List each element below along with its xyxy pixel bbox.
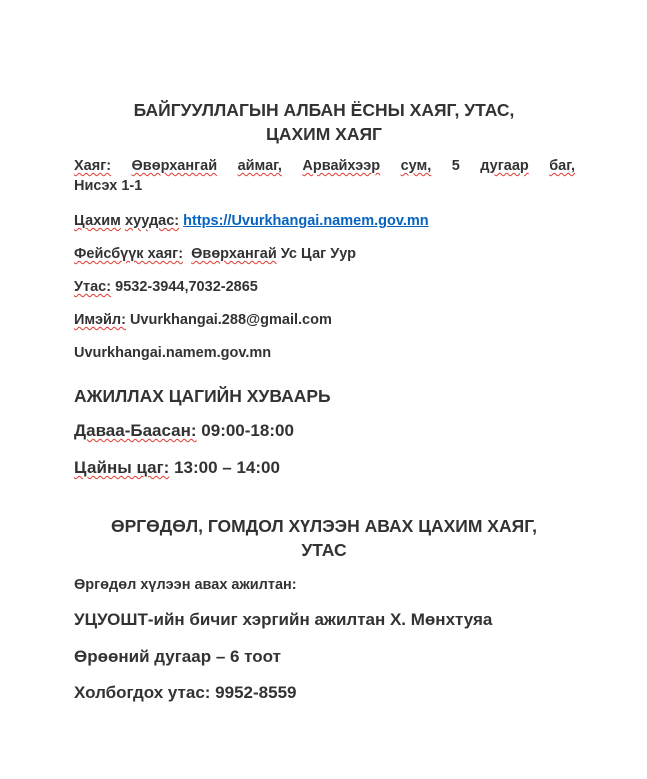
weekdays-row xyxy=(74,422,294,440)
weekdays-hours: 09:00-18:00 xyxy=(201,421,294,440)
work-schedule-title: АЖИЛЛАХ ЦАГИЙН ХУВААРЬ xyxy=(74,386,331,406)
org-contact-title xyxy=(74,98,574,146)
email-label: Имэйл: xyxy=(74,312,126,328)
complaints-room: Өрөөний дугаар – 6 тоот xyxy=(74,647,281,666)
weekdays-label: Даваа-Баасан: xyxy=(74,421,197,440)
website-label-word2: хуудас: xyxy=(124,213,180,229)
address-word: аймаг, xyxy=(237,158,282,174)
complaints-staff-label: Өргөдөл хүлээн авах ажилтан: xyxy=(74,577,297,593)
org-contact-title-line1: БАЙГУУЛЛАГЫН АЛБАН ЁСНЫ ХАЯГ, УТАС, xyxy=(133,100,515,120)
org-contact-title-line2: ЦАХИМ ХАЯГ xyxy=(266,124,382,144)
email-value: Uvurkhangai.288@gmail.com xyxy=(129,312,332,328)
phone-row xyxy=(74,278,258,296)
address-word: сум, xyxy=(400,158,432,174)
facebook-name-word: Өвөрхангай xyxy=(191,246,277,262)
address-word: дугаар xyxy=(480,158,529,174)
website-link[interactable]: https://Uvurkhangai.namem.gov.mn xyxy=(183,213,429,229)
lunch-row xyxy=(74,459,280,477)
complaints-staff-name: УЦУОШТ-ийн бичиг хэргийн ажилтан Х. Мөнхтуяа xyxy=(74,610,493,629)
website-row xyxy=(74,212,429,230)
phone-value: 9532-3944,7032-2865 xyxy=(115,279,258,295)
address-line2: Нисэх 1-1 xyxy=(74,178,143,194)
address-word: баг, xyxy=(549,158,576,174)
address-line1 xyxy=(74,156,575,176)
facebook-name-rest: Ус Цаг Уур xyxy=(280,246,356,262)
address-word: 5 xyxy=(451,158,460,174)
facebook-row xyxy=(74,245,356,263)
phone-label: Утас: xyxy=(74,279,112,295)
address-word: Арвайхээр xyxy=(302,158,381,174)
domain-text: Uvurkhangai.namem.gov.mn xyxy=(74,345,272,361)
address-block xyxy=(74,156,575,196)
complaints-title-line1: ӨРГӨДӨЛ, ГОМДОЛ ХҮЛЭЭН АВАХ ЦАХИМ ХАЯГ, xyxy=(110,516,538,536)
address-word: Өвөрхангай xyxy=(131,158,218,174)
facebook-label: Фейсбүүк хаяг: xyxy=(74,246,184,262)
complaints-title-line2: УТАС xyxy=(301,540,347,560)
complaints-title xyxy=(74,514,574,562)
complaints-contact-phone: Холбогдох утас: 9952-8559 xyxy=(74,683,297,702)
website-label-word1: Цахим xyxy=(74,213,121,229)
lunch-hours: 13:00 – 14:00 xyxy=(174,458,280,477)
address-label: Хаяг: xyxy=(74,158,112,174)
email-row xyxy=(74,311,332,329)
lunch-label: Цайны цаг: xyxy=(74,458,170,477)
